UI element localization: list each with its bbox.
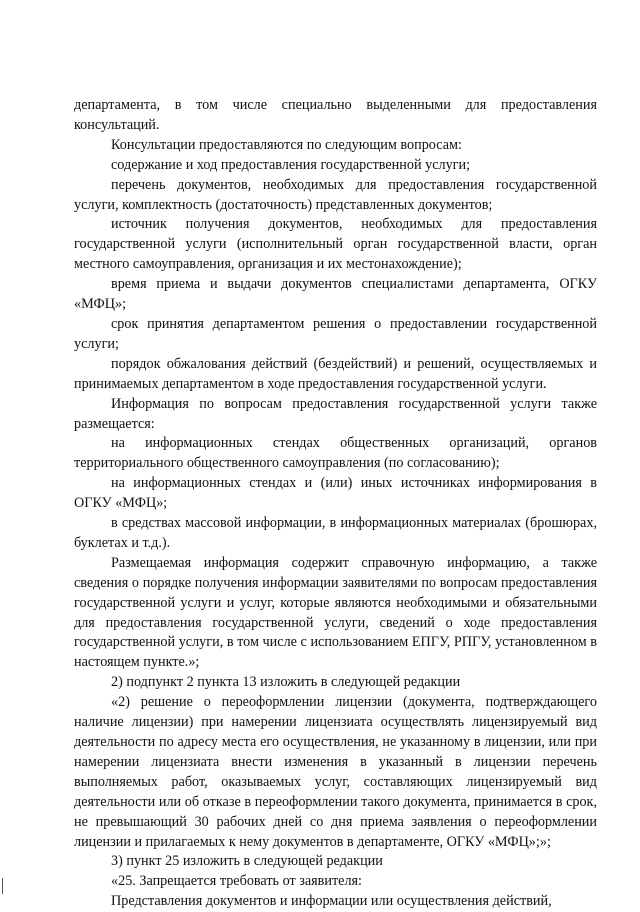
paragraph-amendment-2: 2) подпункт 2 пункта 13 изложить в следующей редакции bbox=[111, 674, 461, 691]
paragraph-clause-25: «25. Запрещается требовать от заявителя: bbox=[111, 873, 362, 890]
paragraph-info-placement: Информация по вопросам предоставления государственной услуги также размещается: bbox=[74, 395, 597, 432]
list-item-document-source: источник получения документов, необходимых для предоставления государственной услуги (исполнительный орган государственной власти, орган местного самоуправления, организация и их местонахождение); bbox=[74, 216, 597, 273]
scan-edge-mark bbox=[2, 878, 3, 894]
list-item-content-and-progress: содержание и ход предоставления государственной услуги; bbox=[111, 156, 471, 173]
paragraph-consultation-topics: Консультации предоставляются по следующим вопросам: bbox=[111, 136, 462, 153]
list-item-mass-media: в средствах массовой информации, в информационных материалах (брошюрах, буклетах и т.д.). bbox=[74, 515, 597, 551]
list-item-mfc-stands: на информационных стендах и (или) иных источниках информирования в ОГКУ «МФЦ»; bbox=[74, 475, 597, 512]
paragraph-continuation: департамента, в том числе специально выделенными для предоставления консультаций. bbox=[74, 97, 597, 133]
list-item-public-stands: на информационных стендах общественных организаций, органов территориального общественного самоуправления (по согласованию); bbox=[74, 435, 597, 472]
paragraph-clause-25-continuation: Представления документов и информации или осуществления действий, bbox=[111, 893, 552, 910]
document-body bbox=[74, 96, 597, 912]
list-item-document-list: перечень документов, необходимых для предоставления государственной услуги, комплектность (достаточность) представленных документов; bbox=[74, 176, 597, 213]
paragraph-published-info: Размещаемая информация содержит справочную информацию, а также сведения о порядке получения информации заявителями по вопросам предоставления государственной услуги и услуг, которые являются необходимыми и обязательными для предоставления государственной услуги, сведений о ходе предоставления государственной услуги, в том числе с использованием ЕПГУ, РПГУ, установленном в настоящем пункте.»; bbox=[74, 554, 597, 671]
list-item-reception-time: время приема и выдачи документов специалистами департамента, ОГКУ «МФЦ»; bbox=[74, 276, 597, 313]
paragraph-amendment-3: 3) пункт 25 изложить в следующей редакции bbox=[111, 853, 383, 870]
list-item-decision-term: срок принятия департаментом решения о предоставлении государственной услуги; bbox=[74, 315, 597, 352]
paragraph-license-reissue: «2) решение о переоформлении лицензии (документа, подтверждающего наличие лицензии) при намерении лицензиата осуществлять лицензируемый вид деятельности по адресу места его осуществления, не указанному в лицензии, или при намерении лицензиата внести изменения в указанный в лицензии перечень выполняемых работ, оказываемых услуг, составляющих лицензируемый вид деятельности или об отказе в переоформлении такого документа, принимается в срок, не превышающий 30 рабочих дней со дня приема заявления о переоформлении лицензии и прилагаемых к нему документов в департаменте, ОГКУ «МФЦ»;»; bbox=[74, 694, 597, 850]
list-item-appeal-procedure: порядок обжалования действий (бездействий) и решений, осуществляемых и принимаемых департаментом в ходе предоставления государственной услуги. bbox=[74, 355, 597, 392]
